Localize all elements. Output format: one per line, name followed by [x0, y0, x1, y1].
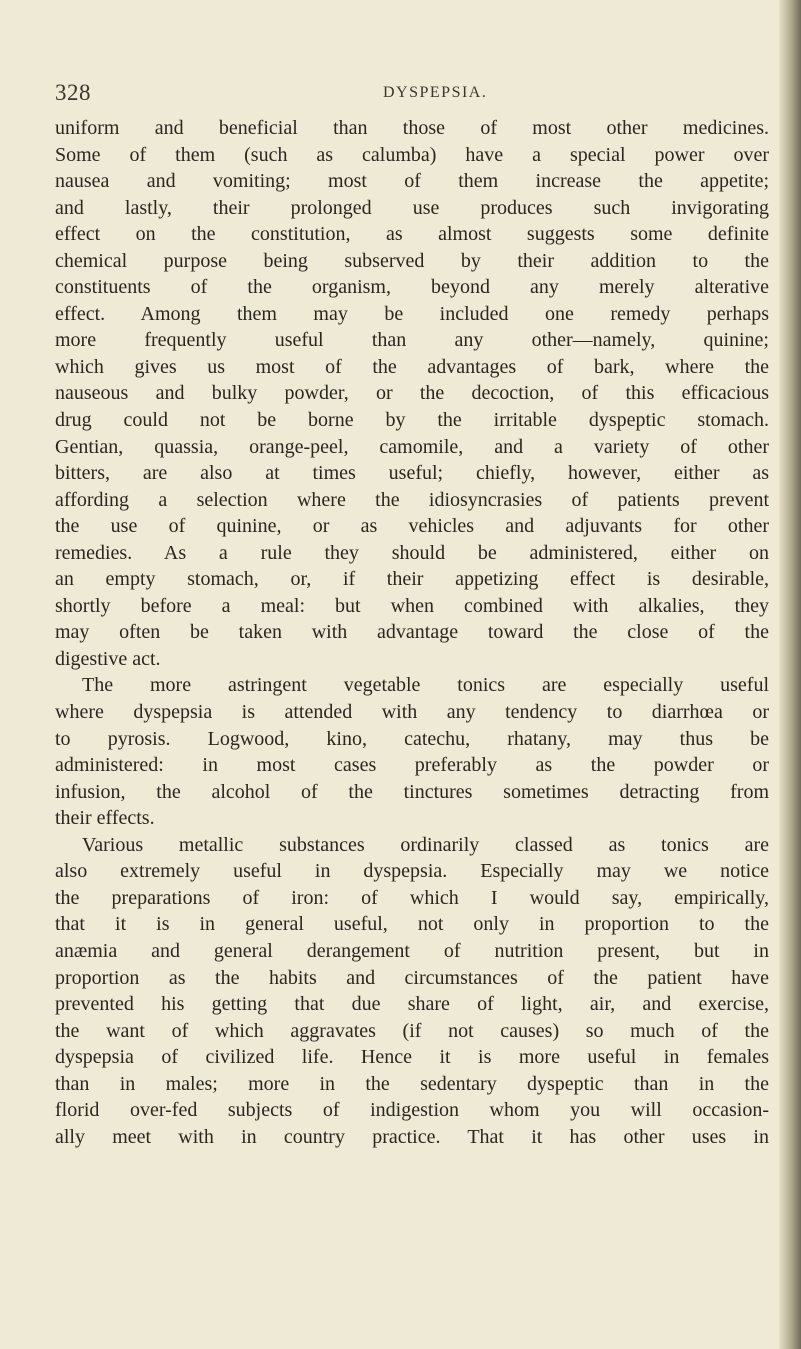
text-line: Gentian, quassia, orange-peel, camomile, and a variety of other — [55, 435, 769, 458]
text-line: infusion, the alcohol of the tinctures sometimes detracting from — [55, 780, 769, 803]
text-line: ally meet with in country practice. That it has other uses in — [55, 1125, 769, 1148]
text-line: and lastly, their prolonged use produces such invigorating — [55, 196, 769, 219]
text-line: remedies. As a rule they should be administered, either on — [55, 541, 769, 564]
text-line: effect on the constitution, as almost suggests some definite — [55, 223, 769, 246]
text-line: effect. Among them may be included one remedy perhaps — [55, 302, 769, 325]
text-line: Various metallic substances ordinarily classed as tonics are — [82, 833, 769, 856]
text-line: where dyspepsia is attended with any tendency to diarrhœa or — [55, 701, 769, 724]
text-line: the use of quinine, or as vehicles and adjuvants for other — [55, 515, 769, 538]
text-line: florid over-fed subjects of indigestion whom you will occasion- — [55, 1099, 769, 1122]
text-line: may often be taken with advantage toward the close of the — [55, 621, 769, 644]
text-line: the preparations of iron: of which I would say, empirically, — [55, 886, 769, 909]
text-line: more frequently useful than any other—namely, quinine; — [55, 329, 769, 352]
text-line: than in males; more in the sedentary dyspeptic than in the — [55, 1072, 769, 1095]
text-line: their effects. — [55, 807, 155, 830]
text-line: which gives us most of the advantages of bark, where the — [55, 355, 769, 378]
text-line: Some of them (such as calumba) have a special power over — [55, 143, 769, 166]
page-edge-shadow — [779, 0, 801, 1349]
text-line: proportion as the habits and circumstances of the patient have — [55, 966, 769, 989]
text-line: dyspepsia of civilized life. Hence it is more useful in females — [55, 1046, 769, 1069]
text-line: to pyrosis. Logwood, kino, catechu, rhatany, may thus be — [55, 727, 769, 750]
text-line: prevented his getting that due share of light, air, and exercise, — [55, 993, 769, 1016]
text-line: an empty stomach, or, if their appetizing effect is desirable, — [55, 568, 769, 591]
text-line: affording a selection where the idiosyncrasies of patients prevent — [55, 488, 769, 511]
text-line: administered: in most cases preferably as the powder or — [55, 754, 769, 777]
text-line: that it is in general useful, not only in proportion to the — [55, 913, 769, 936]
text-line: anæmia and general derangement of nutrition present, but in — [55, 939, 769, 962]
text-line: bitters, are also at times useful; chiefly, however, either as — [55, 462, 769, 485]
running-head: DYSPEPSIA. — [383, 84, 488, 101]
text-line: also extremely useful in dyspepsia. Especially may we notice — [55, 860, 769, 883]
text-line: digestive act. — [55, 647, 161, 670]
body-text — [55, 115, 769, 1150]
text-line: constituents of the organism, beyond any merely alterative — [55, 276, 769, 299]
text-line: nauseous and bulky powder, or the decoction, of this efficacious — [55, 382, 769, 405]
page-number: 328 — [55, 80, 91, 105]
text-line: chemical purpose being subserved by their addition to the — [55, 249, 769, 272]
text-line: drug could not be borne by the irritable dyspeptic stomach. — [55, 409, 769, 432]
text-line: nausea and vomiting; most of them increase the appetite; — [55, 170, 769, 193]
text-line: the want of which aggravates (if not causes) so much of the — [55, 1019, 769, 1042]
text-line: shortly before a meal: but when combined with alkalies, they — [55, 594, 769, 617]
text-line: uniform and beneficial than those of most other medicines. — [55, 117, 769, 139]
text-line: The more astringent vegetable tonics are especially useful — [82, 674, 769, 697]
